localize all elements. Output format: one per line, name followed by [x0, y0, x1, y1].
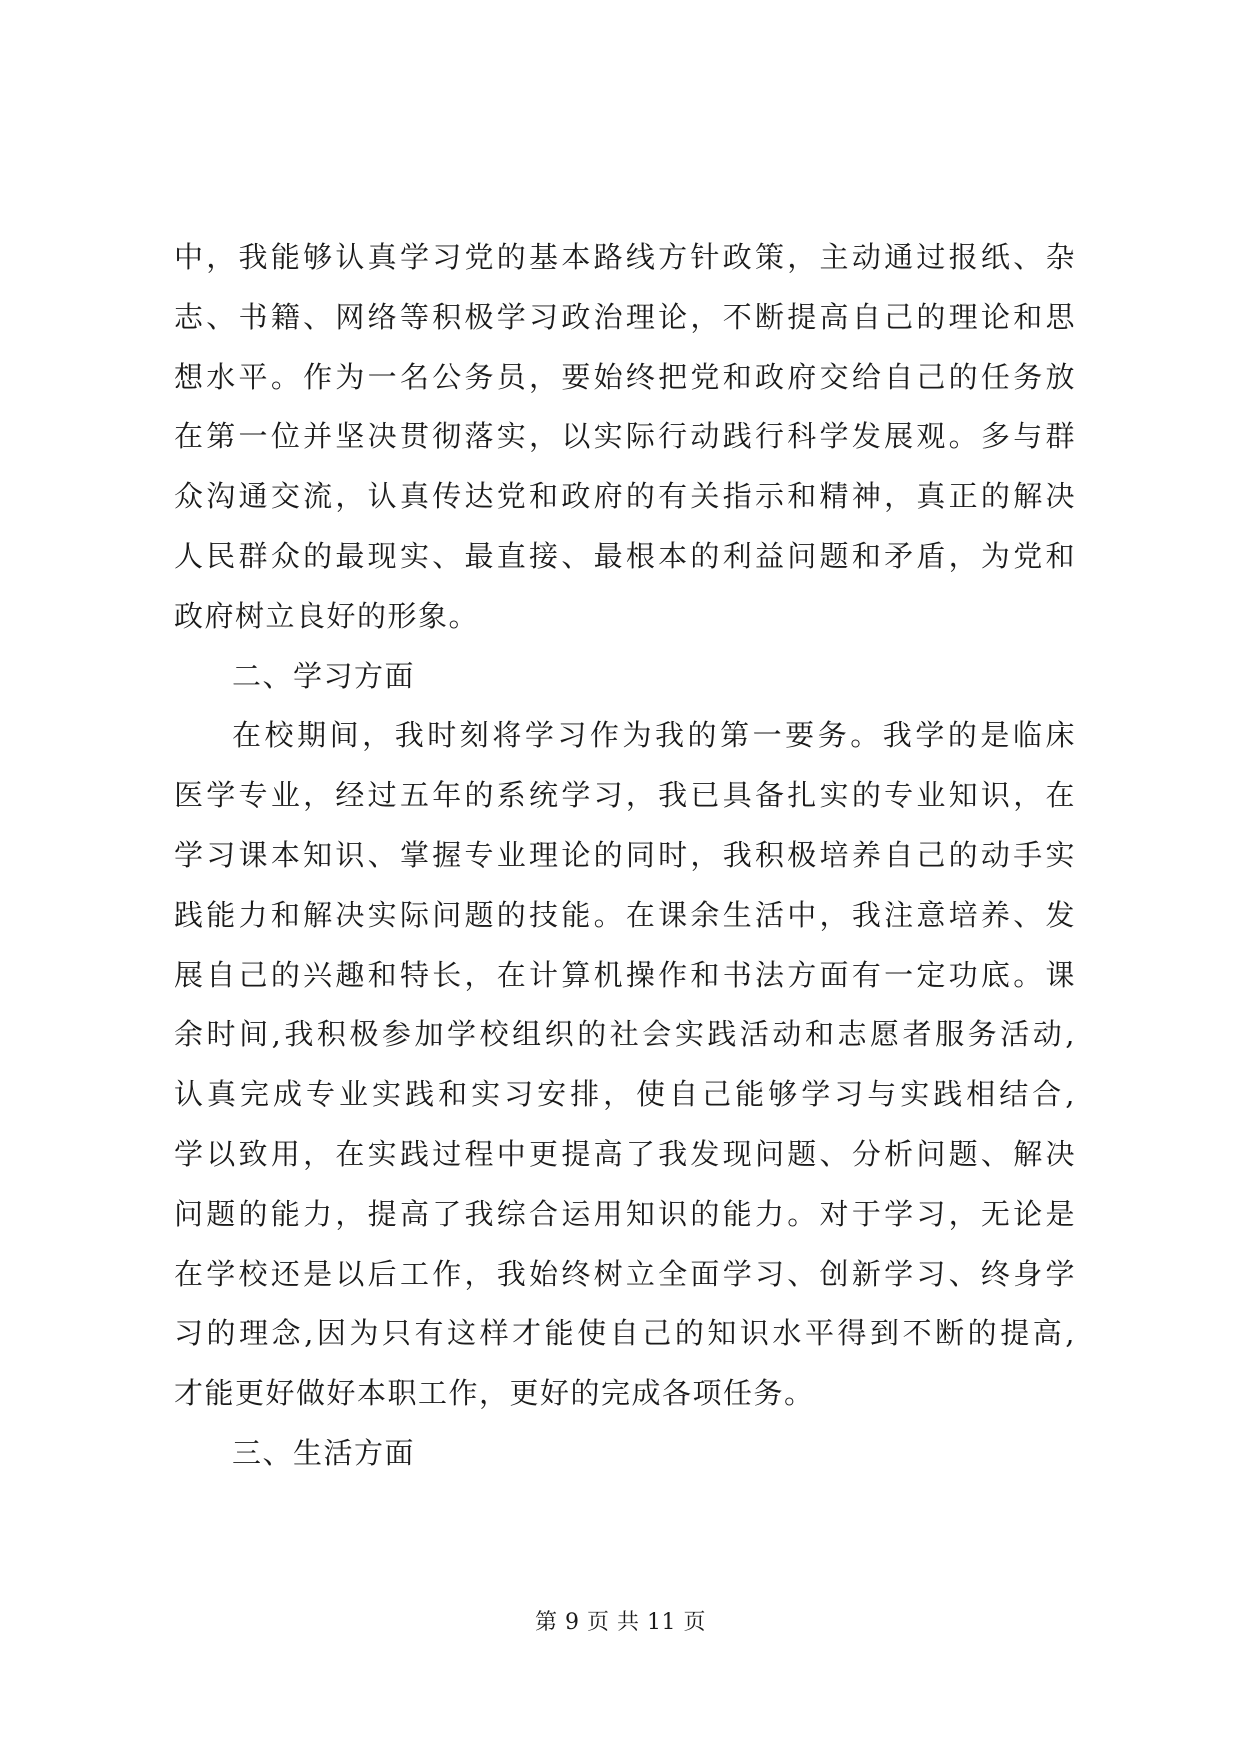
text-line: 众沟通交流，认真传达党和政府的有关指示和精神，真正的解决	[174, 479, 1076, 514]
text-line: 认真完成专业实践和实习安排，使自己能够学习与实践相结合,	[174, 1077, 1076, 1112]
text-line: 中，我能够认真学习党的基本路线方针政策，主动通过报纸、杂	[174, 240, 1076, 274]
text-line: 学习课本知识、掌握专业理论的同时，我积极培养自己的动手实	[174, 837, 1076, 872]
text-line: 医学专业，经过五年的系统学习，我已具备扎实的专业知识，在	[174, 778, 1076, 813]
text-line: 人民群众的最现实、最直接、最根本的利益问题和矛盾，为党和	[174, 538, 1076, 573]
text-line: 践能力和解决实际问题的技能。在课余生活中，我注意培养、发	[174, 897, 1076, 932]
text-line: 展自己的兴趣和特长，在计算机操作和书法方面有一定功底。课	[174, 957, 1076, 992]
text-line: 学以致用，在实践过程中更提高了我发现问题、分析问题、解决	[174, 1136, 1076, 1171]
section-heading-study: 二、学习方面	[232, 658, 416, 693]
text-line: 问题的能力，提高了我综合运用知识的能力。对于学习，无论是	[174, 1196, 1076, 1231]
text-line: 在第一位并坚决贯彻落实，以实际行动践行科学发展观。多与群	[174, 419, 1076, 454]
text-line: 政府树立良好的形象。	[174, 598, 480, 633]
text-line: 才能更好做好本职工作，更好的完成各项任务。	[174, 1376, 815, 1411]
text-line: 习的理念,因为只有这样才能使自己的知识水平得到不断的提高,	[174, 1316, 1076, 1351]
section-heading-life: 三、生活方面	[232, 1435, 416, 1470]
text-line: 在学校还是以后工作，我始终树立全面学习、创新学习、终身学	[174, 1256, 1076, 1291]
text-line: 志、书籍、网络等积极学习政治理论，不断提高自己的理论和思	[174, 299, 1076, 334]
text-line: 想水平。作为一名公务员，要始终把党和政府交给自己的任务放	[174, 359, 1076, 394]
page-number-footer: 第 9 页 共 11 页	[535, 1610, 706, 1635]
body-text	[174, 228, 1076, 1484]
text-line: 余时间,我积极参加学校组织的社会实践活动和志愿者服务活动,	[174, 1017, 1076, 1052]
text-line: 在校期间，我时刻将学习作为我的第一要务。我学的是临床	[232, 718, 1076, 753]
